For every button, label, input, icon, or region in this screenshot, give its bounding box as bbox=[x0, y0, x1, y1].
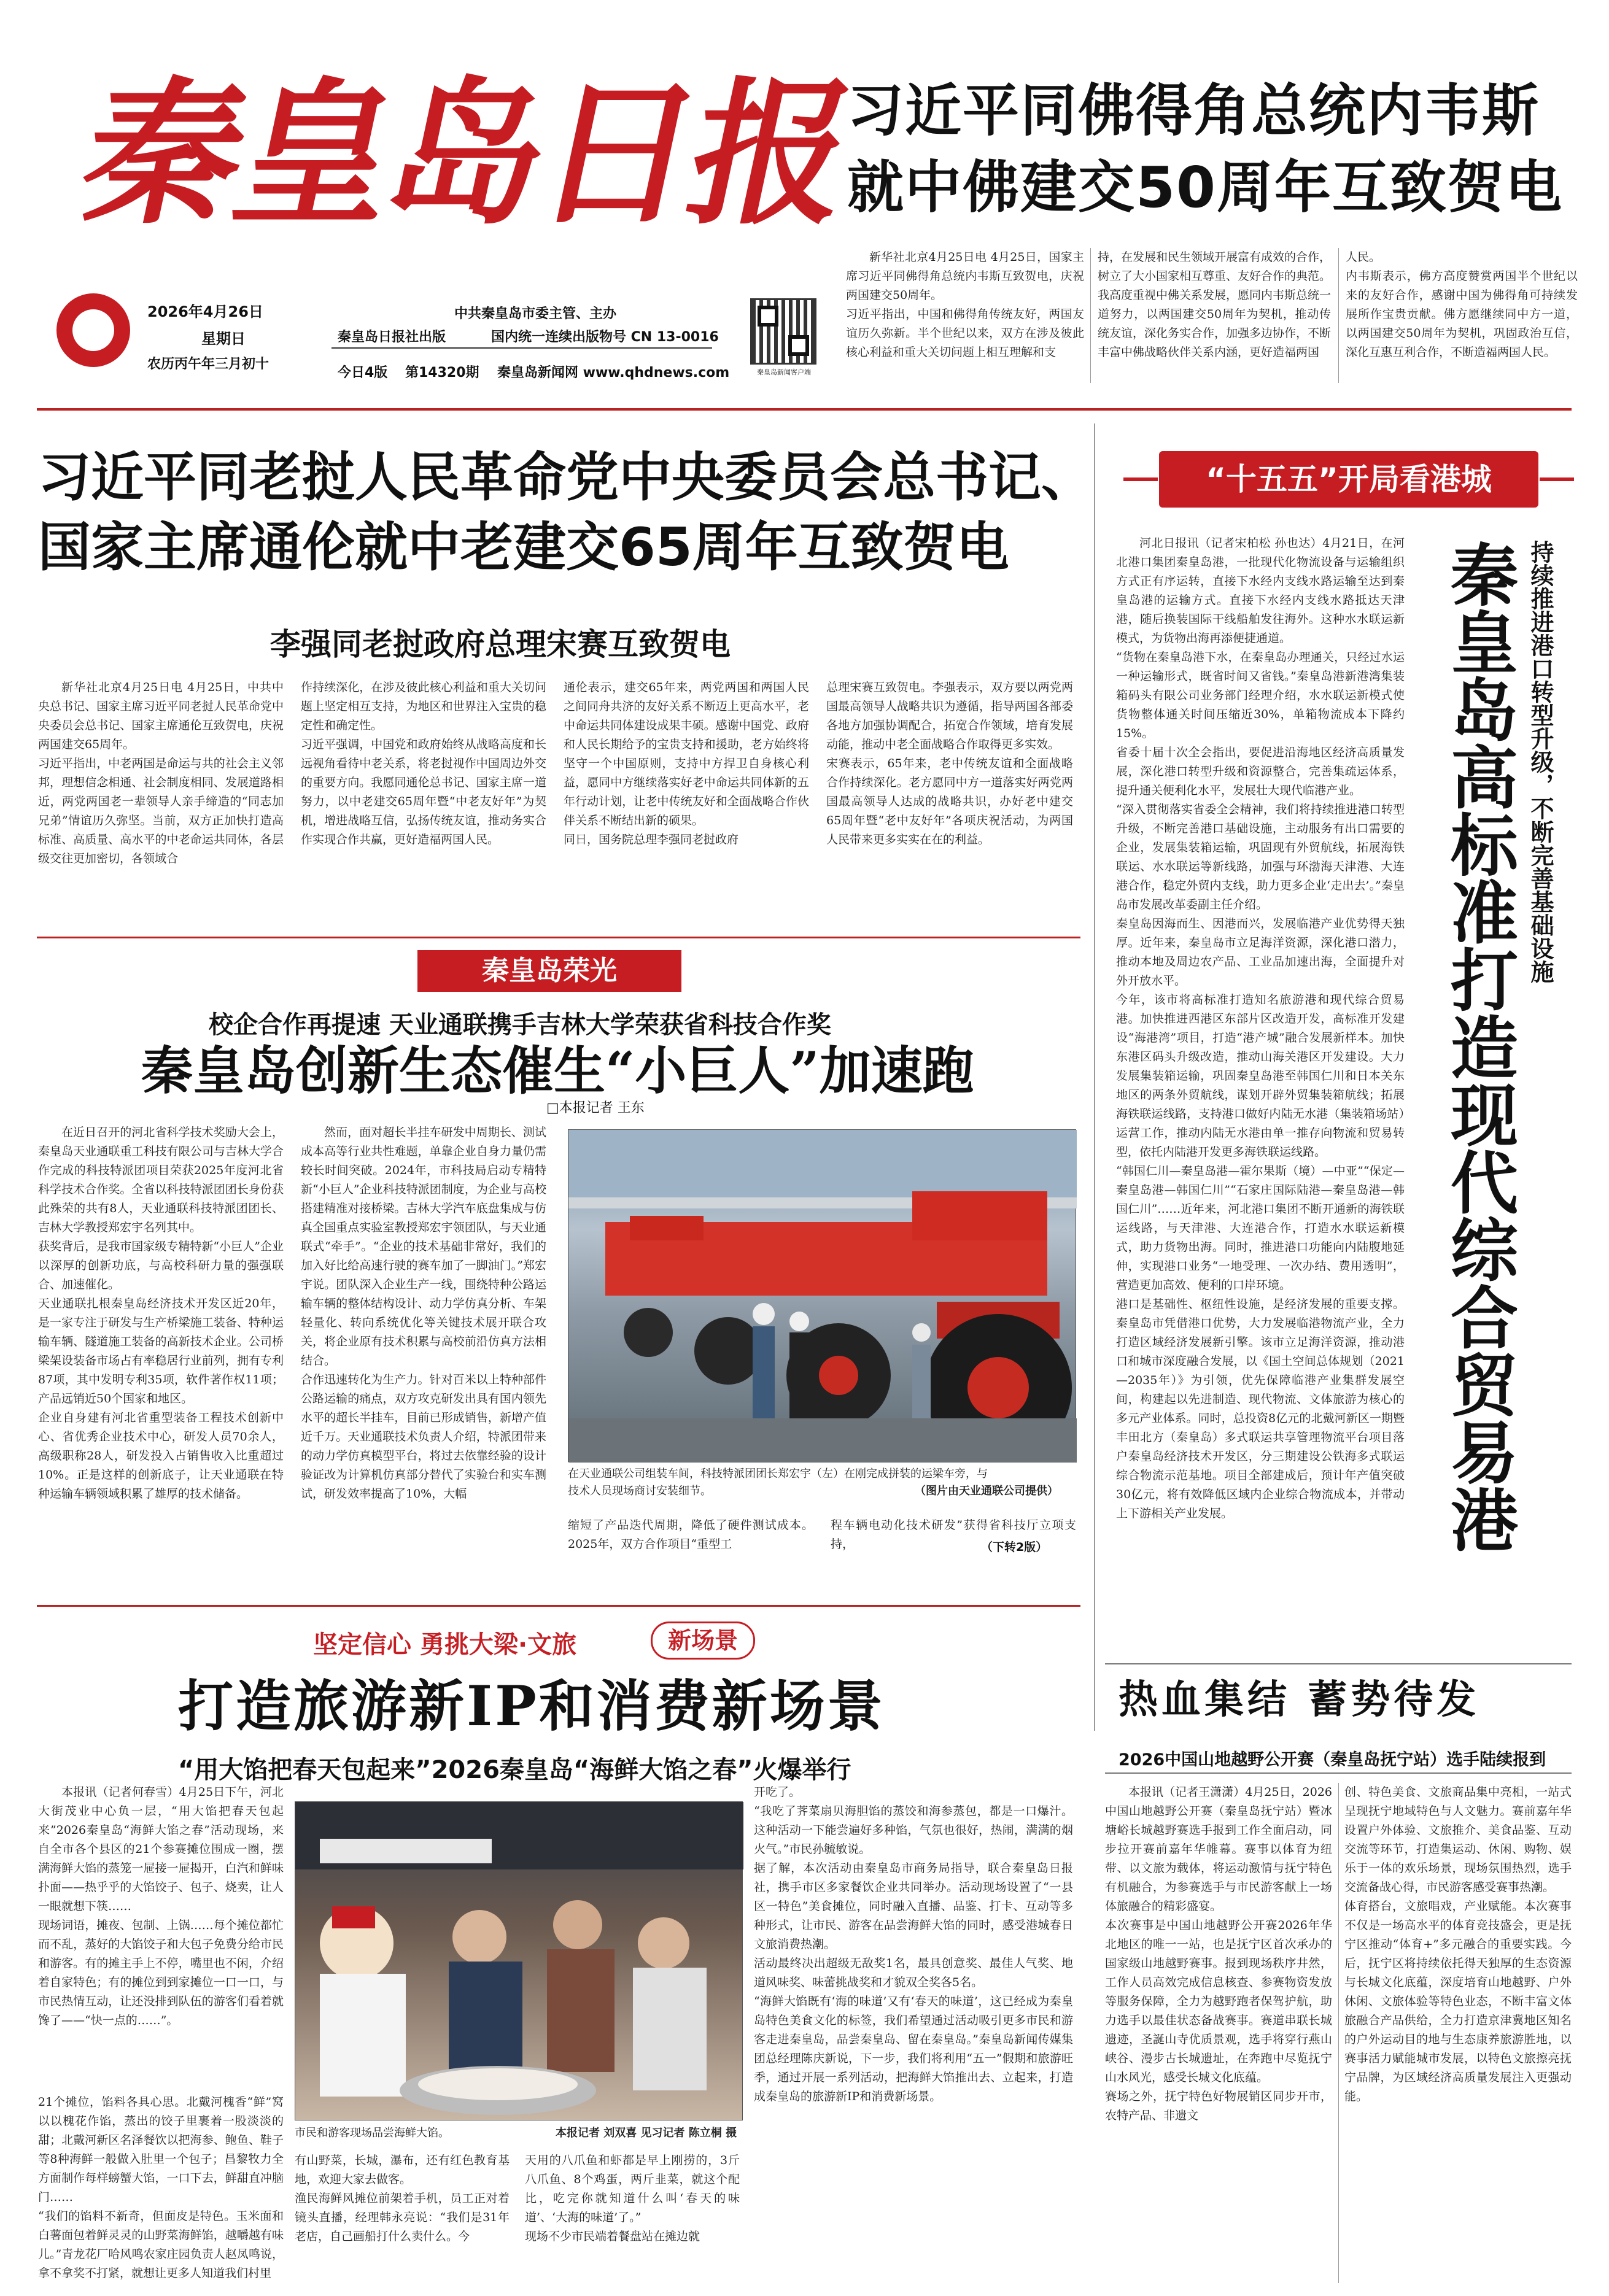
tag-rule-right bbox=[1540, 477, 1574, 481]
innovation-col3: 缩短了产品迭代周期，降低了硬件测试成本。2025年，双方合作项目“重型工 bbox=[568, 1518, 813, 1551]
tag-rule-left bbox=[1123, 477, 1158, 481]
lead-headline-line2[interactable]: 国家主席通伦就中老建交65周年互致贺电 bbox=[38, 517, 1009, 578]
innovation-col4: 程车辆电动化技术研发”获得省科技厅立项支持， bbox=[831, 1518, 1076, 1551]
innovation-bottom-rule bbox=[37, 1605, 1080, 1607]
date-badge-inner bbox=[72, 309, 114, 351]
tourism-banner-right: 新场景 bbox=[651, 1622, 755, 1660]
section-tag-port: “十五五”开局看港城 bbox=[1159, 451, 1538, 508]
assembly-workshop-photo bbox=[568, 1129, 1076, 1462]
issue-number: 第14320期 bbox=[405, 365, 479, 381]
sponsor: 中共秦皇岛市委主管、主办 bbox=[454, 306, 617, 322]
publisher: 秦皇岛日报社出版 bbox=[338, 330, 446, 345]
port-headline[interactable]: 秦皇岛高标准打造现代综合贸易港 bbox=[1440, 540, 1518, 1553]
lead-bottom-rule bbox=[37, 937, 1080, 938]
tourism-col2: 21个摊位，馅料各具心思。北戴河槐香“鲜”窝以以槐花作馅，蒸出的饺子里裹着一股淡淡的甜；北戴河新区名泽餐饮以把海参、鲍鱼、鞋子等8种海鲜一般做入肚里一个包子；昌黎牧力全方面制作每样螃蟹大馅，一口下去，鲜甜直冲脑门…… “我们的馅料不新奇，但面皮是特色。玉米面和白薯面包着鲜灵灵的山野菜海鲜馅，越嚼越有味儿。”青龙花厂哈风鸣农家庄园负责人赵凤鸣说，拿不拿奖不打紧，就想让更多人知道我们村里 bbox=[38, 2095, 284, 2280]
right-column-divider bbox=[1094, 423, 1095, 1731]
lead-col3: 通伦表示，建交65年来，两党两国和两国人民之间同舟共济的友好关系不断迈上更高水平，老中命运共同体建设成果丰硕。感谢中国党、政府和人民长期给予的宝贵支持和援助，老方始终将坚守一个中国原则，支持中方捍卫自身核心利益，愿同中方继续落实好老中命运共同体新的五年行动计划，让老中传统友好和全面战略合作伙伴关系不断结出新的硕果。 同日，国务院总理李强同老挝政府 bbox=[564, 681, 809, 846]
innovation-headline[interactable]: 秦皇岛创新生态催生“小巨人”加速跑 bbox=[141, 1040, 974, 1101]
issue-date: 2026年4月26日 bbox=[147, 303, 263, 320]
qr-code-mask bbox=[758, 306, 778, 327]
festival-illustration bbox=[295, 1802, 743, 2121]
lead-headline-line1[interactable]: 习近平同老挝人民革命党中央委员会总书记、 bbox=[38, 447, 1094, 508]
sports-subhead: 2026中国山地越野公开赛（秦皇岛抚宁站）选手陆续报到 bbox=[1119, 1750, 1546, 1769]
sports-col2: 创、特色美食、文旅商品集中亮相，一站式呈现抚宁地域特色与人文魅力。赛前嘉年华设置户外体验、文旅推介、美食品鉴、互动交流等环节，打造集运动、休闲、购物、娱乐于一体的欢乐场景，现场氛围热烈，选手交流备战心得，市民游客感受赛事热潮。 体育搭台，文旅唱戏，产业赋能。本次赛事不仅是一场高水平的体育竞技盛会，更是抚宁区推动“体育+”多元融合的重要实践。今后，抚宁区将持续依托得天独厚的生态资源与长城文化底蕴，深度培育山地越野、户外休闲、文旅体验等特色业态，不断丰富文体旅融合产品供给，全力打造京津冀地区知名的户外运动目的地与生态康养旅游胜地，以赛事活力赋能城市发展，以特色文旅擦亮抚宁品牌，为区域经济高质量发展注入更强动能。 bbox=[1344, 1785, 1572, 2103]
innovation-kicker: 校企合作再提速 天业通联携手吉林大学荣获省科技合作奖 bbox=[209, 1011, 831, 1039]
port-story-body: 河北日报讯（记者宋柏松 孙也达）4月21日，在河北港口集团秦皇岛港，一批现代化物流设备与运输组织方式正有序运转，直接下水经内支线水路运输至达到秦皇岛港的运输方式。直接下水经内支线水路抵达天津港，随后换装国际干线船舶发往海外。这种水水联运新模式，为货物出海再添便捷通道。 “货物在秦皇岛港下水，在秦皇岛办理通关，只经过水运一种运输形式，既省时间又省钱。”秦皇岛港新港湾集装箱码头有限公司业务部门经理介绍，水水联运新模式使货物整体通关时间压缩近30%，单箱物流成本下降约15%。 省委十届十次全会指出，要促进沿海地区经济高质量发展，深化港口转型升级和资源整合，完善集疏运体系，提升通关便利化水平，发展壮大现代临港产业。 “深入贯彻落实省委全会精神，我们将持续推进港口转型升级，不断完善港口基础设施，主动服务有出口需要的企业，发展集装箱运输，巩固现有外贸航线，拓展海铁联运、水水联运等新线路，加强与环渤海天津港、大连港合作，稳定外贸内支线，助力更多企业‘走出去’。”秦皇岛市发展改革委副主任介绍。 秦皇岛因海而生、因港而兴，发展临港产业优势得天独厚。近年来，秦皇岛市立足海洋资源，深化港口潜力，推动本地及周边农产品、工业品加速出海，全面提升对外开放水平。 今年，该市将高标准打造知名旅游港和现代综合贸易港。加快推进西港区东部片区改造开发，高标准开发建设“海港湾”项目，打造“港产城”融合发展新样本。加快东港区码头升级改造，推动山海关港区开发建设。大力发展集装箱运输，巩固秦皇岛港至韩国仁川和日本关东地区的两条外贸航线，谋划开辟外贸集装箱航线；拓展海铁联运线路，支持港口做好内陆无水港（集装箱场站）运营工作，推动内陆无水港由单一推存向物流和贸易转型，依托内陆港开发更多海铁联运线路。 “韩国仁川—秦皇岛港—霍尔果斯（境）—中亚”“保定—秦皇岛港—韩国仁川”“石家庄国际陆港—秦皇岛港—韩国仁川”……近年来，河北港口集团不断开通新的海铁联运线路，与天津港、大连港合作，打造水水联运新模式，助力货物出海。同时，推进港口功能向内陆腹地延伸，实现港口业务“一地受理、一次办结、费用透明”，营造更加高效、便利的口岸环境。 港口是基础性、枢纽性设施，是经济发展的重要支撑。秦皇岛市凭借港口优势，大力发展临港物流产业，全力打造区域经济发展新引擎。该市立足海洋资源，推动港口和城市深度融合发展，以《国土空间总体规划（2021—2035年）》为引领，优先保障临港产业集群发展空间，构建起以先进制造、现代物流、文体旅游为核心的多元产业体系。同时，总投资8亿元的北戴河新区一期暨丰田北方（秦皇岛）多式联运共享管理物流平台项目落户秦皇岛经济技术开发区，分三期建设公铁海多式联运综合物流示范基地。项目全部建成后，预计年产值突破30亿元，将有效降低区域内企业综合物流成本，并带动上下游相关产业发展。 bbox=[1116, 536, 1405, 1520]
issue-weekday: 星期日 bbox=[201, 330, 246, 347]
innovation-col2: 然而，面对超长半挂车研发中周期长、测试成本高等行业共性难题，单靠企业自身力量仍需较长时间突破。2024年，市科技局启动专精特新“小巨人”企业科技特派团制度，为企业与高校搭建精准对接桥梁。吉林大学汽车底盘集成与仿真全国重点实验室教授郑宏宇领团队，与天业通联式“牵手”。“企业的技术基础非常好，我们的加入好比给高速行驶的赛车加了一脚油门。”郑宏宇说。团队深入企业生产一线，围绕特种公路运输车辆的整体结构设计、动力学仿真分析、车架轻量化、转向系统优化等关键技术展开联合攻关，将企业原有技术积累与高校前沿仿真方法相结合。 合作迅速转化为生产力。针对百米以上特种部件公路运输的痛点，双方攻克研发出具有国内领先水平的超长半挂车，目前已形成销售，新增产值近千万。天业通联技术负责人介绍，特派团带来的动力学仿真模型平台，将过去依靠经验的设计验证改为计算机仿真部分替代了实验台和实车测试，研发效率提高了10%，大幅 bbox=[301, 1126, 546, 1501]
top-headline[interactable]: 习近平同佛得角总统内韦斯就中佛建交50周年互致贺电 bbox=[847, 78, 1564, 220]
dumpling-festival-photo bbox=[295, 1801, 743, 2120]
tourism-col3-bottom: 天用的八爪鱼和虾都是早上刚捞的，3斤八爪鱼、8个鸡蛋，两斤韭菜，就这个配比，吃完你就知道什么叫‘春天的味道’、‘大海的味道’了。” 现场不少市民端着餐盘站在摊边就 bbox=[525, 2154, 740, 2243]
tourism-banner-left: 坚定信心 勇挑大梁·文旅 bbox=[313, 1631, 577, 1659]
masthead-logo-graphic bbox=[67, 43, 865, 252]
tourism-headline[interactable]: 打造旅游新IP和消费新场景 bbox=[178, 1674, 885, 1739]
continued-marker[interactable]: （下转2版） bbox=[981, 1540, 1048, 1554]
top-story-col3: 人民。 内韦斯表示，佛方高度赞赏两国半个世纪以来的友好合作，感谢中国为佛得角可持续发展所作宝贵贡献。佛方愿继续同中方一道，以两国建交50周年为契机，巩固政治互信，深化互惠互利合作，不断造福两国人民。 bbox=[1346, 250, 1578, 359]
masthead-logo bbox=[67, 43, 865, 252]
tourism-col2-bottom: 有山野菜，长城，瀑布，还有红色教育基地，欢迎大家去做客。 渔民海鲜风摊位前架着手机，员工正对着镜头直播，经理韩永亮说：“我们是31年老店，自己画船打什么卖什么。今 bbox=[295, 2154, 510, 2243]
tourism-col1: 本报讯（记者何春雪）4月25日下午，河北大街茂业中心负一层，“用大馅把春天包起来”2026秦皇岛“海鲜大馅之春”活动现场，来自全市各个县区的21个参赛摊位围成一圈，摆满海鲜大馅的蒸笼一屉接一屉揭开，白汽和鲜味扑面——热乎乎的大馅饺子、包子、烧卖，让人一眼就想下筷…… 现场词语，摊夜、包制、上锅……每个摊位都忙而不乱，蒸好的大馅饺子和大包子免费分给市民和游客。有的摊主手上不停，嘴里也不闲，介绍着自家特色；有的摊位到到家摊位一口一口，与市民热情互动，让还没排到队伍的游客们看着就馋了——“快一点的……”。 bbox=[38, 1785, 284, 2027]
innovation-col1: 在近日召开的河北省科学技术奖励大会上，秦皇岛天业通联重工科技有限公司与吉林大学合作完成的科技特派团项目荣获2025年度河北省科学技术合作奖。全省以科技特派团团长身份获此殊荣的共有8人，天业通联科技特派团团长、吉林大学教授郑宏宇名列其中。 获奖背后，是我市国家级专精特新“小巨人”企业以深厚的创新功底，与高校科研力量的强强联合、加速催化。 天业通联扎根秦皇岛经济技术开发区近20年，是一家专注于研发与生产桥梁施工装备、特种运输车辆、隧道施工装备的高新技术企业。公司桥梁架设装备市场占有率稳居行业前列，拥有专利87项，其中发明专利35项，软件著作权11项；产品远销近50个国家和地区。 企业自身建有河北省重型装备工程技术创新中心、省优秀企业技术中心，研发人员70余人，高级职称28人，研发投入占销售收入比重超过10%。正是这样的创新底子，让天业通联在特种运输车辆领域积累了雄厚的技术储备。 bbox=[38, 1126, 284, 1501]
col-divider bbox=[1090, 248, 1091, 383]
issue-lunar: 农历丙午年三月初十 bbox=[147, 357, 269, 372]
tourism-banner bbox=[313, 1620, 780, 1663]
sports-headline[interactable]: 热血集结 蓄势待发 bbox=[1119, 1677, 1480, 1723]
sports-top-rule bbox=[1105, 1663, 1572, 1664]
cn-number: 国内统一连续出版物号 CN 13-0016 bbox=[491, 330, 719, 345]
photo-credit-festival: 本报记者 刘双喜 见习记者 陈立桐 摄 bbox=[556, 2127, 737, 2139]
lead-subhead: 李强同老挝政府总理宋赛互致贺电 bbox=[270, 626, 731, 662]
innovation-byline: □本报记者 王东 bbox=[546, 1100, 645, 1116]
lead-col2: 作持续深化，在涉及彼此核心利益和重大关切问题上坚定相互支持，为地区和世界注入宝贵的稳定性和确定性。 习近平强调，中国党和政府始终从战略高度和长远视角看待中老关系，将老挝视作中国周边外交的重要方向。我愿同通伦总书记、国家主席一道努力，以中老建交65周年暨“中老友好年”为契机，增进战略互信，弘扬传统友谊，推动务实合作实现合作共赢，更好造福两国人民。 bbox=[301, 681, 546, 846]
tourism-subhead: “用大馅把春天包起来”2026秦皇岛“海鲜大馅之春”火爆举行 bbox=[178, 1756, 851, 1784]
website-link[interactable]: 秦皇岛新闻网 www.qhdnews.com bbox=[497, 365, 730, 381]
port-subhead: 持续推进港口转型升级，不断完善基础设施 bbox=[1527, 540, 1554, 983]
photo-caption-festival: 市民和游客现场品尝海鲜大馅。 bbox=[295, 2127, 449, 2139]
top-story-col2: 持，在发展和民生领域开展富有成效的合作，树立了大小国家相互尊重、友好合作的典范。我高度重视中佛关系发展，愿同内韦斯总统一道努力，以两国建交50周年为契机，推动传统友谊，深化务实合作，加强多边协作，不断丰富中佛战略伙伴关系内涵，更好造福两国 bbox=[1098, 250, 1332, 359]
qr-label: 秦皇岛新闻客户端 bbox=[757, 368, 811, 376]
tourism-col3: 开吃了。 “我吃了荠菜扇贝海胆馅的蒸饺和海参蒸包，都是一口爆汁。这种活动一下能尝遍好多种馅，气氛也很好，热闹，满满的烟火气。”市民孙毓敏说。 据了解，本次活动由秦皇岛市商务局指导，联合秦皇岛日报社，携手市区多家餐饮企业共同举办。活动现场设置了“一县区一特色”美食摊位，同时融入直播、品鉴、打卡、互动等多种形式，让市民、游客在品尝海鲜大馅的同时，感受港城春日文旅消费热潮。 活动最终决出超级无敌奖1名，最具创意奖、最佳人气奖、地道风味奖、味蕾挑战奖和才貌双全奖各5名。 “海鲜大馅既有‘海的味道’又有‘春天的味道’，这已经成为秦皇岛特色美食文化的标签，我们希望通过活动吸引更多市民和游客走进秦皇岛，品尝秦皇岛、留在秦皇岛。”秦皇岛新闻传媒集团总经理陈庆新说，下一步，我们将利用“五一”假期和旅游旺季，通过开展一系列活动，把海鲜大馅推出去、立起来，打造成秦皇岛的旅游新IP和消费新场景。 bbox=[754, 1785, 1073, 2103]
workshop-illustration bbox=[568, 1130, 1077, 1463]
pages: 今日4版 bbox=[338, 365, 388, 381]
photo-caption-workshop: 在天业通联公司组装车间，科技特派团团长郑宏宇（左）在刚完成拼装的运梁车旁，与技术人员现场商讨安装细节。 bbox=[568, 1467, 988, 1498]
svg-text:秦皇岛日报: 秦皇岛日报 bbox=[67, 61, 865, 246]
lead-col1: 新华社北京4月25日电 4月25日，中共中央总书记、国家主席习近平同老挝人民革命党中央委员会总书记、国家主席通伦互致贺电，庆祝两国建交65周年。 习近平指出，中老两国是命运与共的社会主义邻邦，理想信念相通、社会制度相同、发展道路相近，两党两国老一辈领导人亲手缔造的“同志加兄弟”情谊历久弥坚。当前，双方正加快打造高标准、高质量、高水平的中老命运共同体，各层级交往更加密切，各领域合 bbox=[38, 681, 284, 865]
masthead-divider bbox=[331, 347, 712, 349]
photo-credit-workshop: （图片由天业通联公司提供） bbox=[915, 1485, 1058, 1498]
qr-code-mask2 bbox=[788, 335, 809, 356]
masthead-rule bbox=[37, 408, 1572, 411]
col-divider bbox=[1338, 248, 1339, 383]
top-story-col1: 新华社北京4月25日电 4月25日，国家主席习近平同佛得角总统内韦斯互致贺电，庆祝两国建交50周年。 习近平指出，中国和佛得角传统友好，两国友谊历久弥新。半个世纪以来，双方在涉及彼此核心利益和重大关切问题上相互理解和支 bbox=[846, 250, 1084, 359]
sports-col1: 本报讯（记者王潇潇）4月25日，2026中国山地越野公开赛（秦皇岛抚宁站）暨冰塘峪长城越野赛选手报到工作全面启动，同步拉开赛前嘉年华帷幕。赛事以体育为纽带、以文旅为载体，将运动激情与抚宁特色有机融合，为参赛选手与市民游客献上一场体旅融合的精彩盛宴。 本次赛事是中国山地越野公开赛2026年华北地区的唯一一站，也是抚宁区首次承办的国家级山地越野赛事。报到现场秩序井然，工作人员高效完成信息核查、参赛物资发放等服务保障，全力为越野跑者保驾护航，助力选手以最佳状态备战赛事。赛道串联长城遗迹，圣誕山寺优质景观，选手将穿行燕山峡谷、漫步古长城遗址，在奔跑中尽览抚宁山水风光，感受长城文化底蕴。 赛场之外，抚宁特色好物展销区同步开市，农特产品、非遗文 bbox=[1105, 1785, 1332, 2122]
sports-subhead-rule bbox=[1105, 1772, 1572, 1774]
section-tag-innovation: 秦皇岛荣光 bbox=[417, 950, 681, 992]
lead-col4: 总理宋赛互致贺电。李强表示，双方要以两党两国最高领导人战略共识为遵循，指导两国各部委各地方加强协调配合，拓宽合作领域，培育发展动能，推动中老全面战略合作取得更多实效。 宋赛表示，65年来，老中传统友谊和全面战略合作持续深化。老方愿同中方一道落实好两党两国最高领导人达成的战略共识，办好老中建交65周年暨“老中友好年”各项庆祝活动，为两国人民带来更多实实在在的利益。 bbox=[826, 681, 1073, 846]
sports-col-divider bbox=[1338, 1783, 1339, 2283]
